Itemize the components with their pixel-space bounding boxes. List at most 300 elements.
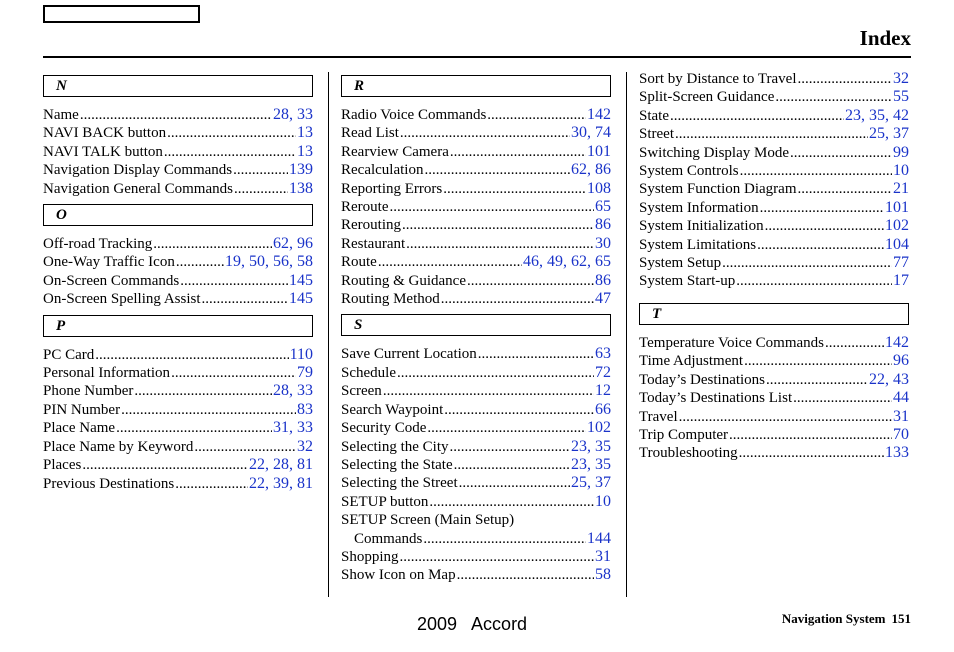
index-entry: [639, 144, 909, 162]
entry-label: Restaurant: [341, 235, 406, 252]
page-link[interactable]: 23: [571, 437, 587, 455]
entry-label: Routing & Guidance: [341, 272, 466, 289]
page-link[interactable]: 70: [893, 425, 909, 443]
entry-label: Radio Voice Commands: [341, 107, 487, 123]
section-header-p: P: [43, 315, 313, 337]
page-link[interactable]: 37: [893, 125, 909, 143]
page-link[interactable]: 21: [893, 180, 909, 198]
entry-label: Switching Display Mode: [639, 144, 789, 161]
index-entry: [639, 272, 909, 290]
leader-dots: [383, 382, 594, 400]
index-entry: [341, 530, 611, 548]
index-entry: [43, 401, 313, 419]
leader-dots: [675, 125, 868, 143]
index-entry: [341, 124, 611, 142]
page-link[interactable]: 102: [885, 217, 909, 235]
page-refs: 25, 37: [869, 125, 909, 143]
page-refs: [289, 180, 313, 198]
page-link[interactable]: 101: [587, 142, 611, 160]
page-link[interactable]: 13: [297, 142, 313, 160]
leader-dots: [423, 530, 586, 548]
page-refs: 46, 49, 62, 65: [523, 253, 611, 271]
page-refs: 22, 43: [869, 370, 909, 388]
entry-label: System Function Diagram: [639, 181, 797, 198]
page-link[interactable]: 32: [297, 437, 313, 455]
page-link[interactable]: 96: [893, 352, 909, 370]
index-entry: [341, 401, 611, 419]
entry-label: One-Way Traffic Icon: [43, 254, 175, 271]
page-link[interactable]: 145: [289, 290, 313, 308]
leader-dots: [406, 235, 594, 253]
entry-label: Routing Method: [341, 291, 440, 308]
page-link[interactable]: 30: [571, 124, 587, 142]
page-refs: 31, 33: [273, 419, 313, 437]
page-link[interactable]: 144: [587, 529, 611, 547]
page-link[interactable]: 42: [893, 106, 909, 124]
index-entry: [341, 345, 611, 363]
entry-label: PC Card: [43, 346, 95, 363]
page-refs: [587, 180, 611, 198]
entry-label: System Setup: [639, 255, 722, 272]
index-entry: [341, 180, 611, 198]
index-entry: [43, 419, 313, 437]
page-refs: [893, 88, 909, 106]
entry-label: Recalculation: [341, 162, 424, 179]
index-entry: [639, 371, 909, 389]
page-link[interactable]: 74: [595, 124, 611, 142]
page-link[interactable]: 25: [869, 125, 885, 143]
entry-label: SETUP Screen (Main Setup): [341, 512, 515, 529]
page-refs: [595, 198, 611, 216]
entry-label: System Start-up: [639, 273, 736, 290]
page-link[interactable]: 62: [571, 161, 587, 179]
leader-dots: [153, 235, 272, 253]
section-header-n: N: [43, 75, 313, 97]
index-entry: [43, 180, 313, 198]
entry-label: Save Current Location: [341, 346, 477, 363]
page-link[interactable]: 30: [595, 234, 611, 252]
page-refs: [893, 352, 909, 370]
entry-label: Today’s Destinations List: [639, 390, 793, 407]
leader-dots: [798, 180, 893, 198]
leader-dots: [766, 371, 868, 389]
page-link[interactable]: 65: [595, 253, 611, 271]
leader-dots: [793, 389, 892, 407]
page-refs: [595, 548, 611, 566]
leader-dots: [760, 199, 884, 217]
page-refs: [595, 401, 611, 419]
index-entry: [639, 199, 909, 217]
entry-label: Read List: [341, 125, 399, 142]
index-entry: [43, 235, 313, 253]
page-refs: [893, 144, 909, 162]
page-link[interactable]: 22: [249, 456, 265, 474]
page-refs: [885, 334, 909, 352]
page-link[interactable]: 28: [273, 382, 289, 400]
entry-label: On-Screen Spelling Assist: [43, 291, 201, 308]
index-entry: [341, 438, 611, 456]
page-link[interactable]: 81: [297, 456, 313, 474]
entry-label: Personal Information: [43, 365, 171, 382]
page-link[interactable]: 33: [297, 106, 313, 123]
index-entry: [341, 253, 611, 271]
page-link[interactable]: 63: [595, 345, 611, 363]
page-refs: [290, 346, 313, 364]
leader-dots: [82, 456, 248, 474]
entry-label: System Controls: [639, 163, 739, 180]
page-link[interactable]: 50: [249, 253, 265, 271]
index-entry: [341, 272, 611, 290]
page-link[interactable]: 31: [273, 419, 289, 437]
page-refs: [595, 345, 611, 363]
index-entry: [341, 364, 611, 382]
entry-label: On-Screen Commands: [43, 272, 180, 289]
entry-label: Show Icon on Map: [341, 567, 456, 584]
index-entry: [639, 180, 909, 198]
entry-label: Troubleshooting: [639, 445, 738, 462]
index-entry: [43, 456, 313, 474]
entry-label: Shopping: [341, 548, 399, 565]
page-refs: [289, 272, 313, 290]
page-link[interactable]: 56: [273, 253, 289, 271]
entry-label: Screen: [341, 383, 382, 400]
page-link[interactable]: 81: [297, 474, 313, 492]
page-refs: [297, 438, 313, 456]
page-link[interactable]: 102: [587, 419, 611, 437]
page-link[interactable]: 86: [595, 271, 611, 289]
page-link[interactable]: 10: [595, 492, 611, 510]
entry-label: Selecting the State: [341, 456, 453, 473]
page-refs: [595, 566, 611, 584]
leader-dots: [121, 401, 296, 419]
leader-dots: [798, 70, 893, 88]
page-link[interactable]: 43: [893, 370, 909, 388]
page-refs: [297, 364, 313, 382]
leader-dots: [670, 107, 844, 125]
page-link[interactable]: 37: [595, 474, 611, 492]
page-link[interactable]: 35: [595, 455, 611, 473]
leader-dots: [176, 253, 224, 271]
page-link[interactable]: 33: [297, 382, 313, 400]
index-entry: [43, 106, 313, 124]
entry-label: Travel: [639, 408, 678, 425]
leader-dots: [443, 180, 586, 198]
index-entry: [43, 346, 313, 364]
page-refs: [587, 106, 611, 124]
entry-label: Place Name: [43, 420, 116, 437]
index-entry: [341, 566, 611, 584]
page-link[interactable]: 28: [273, 456, 289, 474]
page-link[interactable]: 142: [587, 106, 611, 123]
leader-dots: [180, 272, 288, 290]
page-refs: [587, 530, 611, 548]
leader-dots: [757, 236, 884, 254]
entry-label: Route: [341, 254, 377, 271]
entry-label: State: [639, 107, 669, 124]
leader-dots: [233, 161, 288, 179]
page-refs: [893, 272, 909, 290]
page-number: 151: [891, 611, 911, 626]
page-link[interactable]: 72: [595, 363, 611, 381]
entry-label: Name: [43, 107, 79, 123]
entry-label: NAVI TALK button: [43, 143, 163, 160]
index-entry: [341, 290, 611, 308]
page-refs: [893, 408, 909, 426]
page-refs: 19, 50, 56, 58: [225, 253, 313, 271]
page-link[interactable]: 22: [869, 370, 885, 388]
leader-dots: [729, 426, 892, 444]
index-entry: [639, 107, 909, 125]
leader-dots: [402, 216, 594, 234]
leader-dots: [457, 566, 594, 584]
page-link[interactable]: 65: [595, 198, 611, 216]
page-refs: [297, 124, 313, 142]
leader-dots: [202, 290, 289, 308]
page-refs: [885, 444, 909, 462]
page-link[interactable]: 110: [289, 345, 313, 363]
page-refs: [893, 426, 909, 444]
page-link[interactable]: 22: [249, 474, 265, 492]
page-refs: [893, 70, 909, 88]
page-refs: [595, 235, 611, 253]
index-entry: [639, 70, 909, 88]
leader-dots: [427, 419, 586, 437]
page-refs: 22, 28, 81: [249, 456, 313, 474]
model-label: [417, 614, 527, 635]
page-refs: [885, 217, 909, 235]
footer-section: [782, 611, 911, 627]
page-link[interactable]: 31: [893, 407, 909, 425]
leader-dots: [478, 345, 594, 363]
page-link[interactable]: 28: [273, 106, 289, 123]
index-entry: [639, 408, 909, 426]
leader-dots: [194, 438, 296, 456]
entry-label: Street: [639, 126, 674, 143]
page-link[interactable]: 39: [273, 474, 289, 492]
page-link[interactable]: 104: [885, 235, 909, 253]
leader-dots: [679, 408, 892, 426]
leader-dots: [424, 161, 570, 179]
page-link[interactable]: 79: [297, 364, 313, 382]
page-link[interactable]: 49: [547, 253, 563, 271]
page-link[interactable]: 35: [869, 106, 885, 124]
page-link[interactable]: 142: [885, 333, 909, 351]
leader-dots: [739, 444, 884, 462]
page-refs: [893, 180, 909, 198]
index-entry: [43, 290, 313, 308]
page-link[interactable]: 46: [523, 253, 539, 271]
leader-dots: [400, 548, 594, 566]
entry-label: Split-Screen Guidance: [639, 89, 775, 106]
page-link[interactable]: 138: [289, 179, 313, 197]
leader-dots: [444, 401, 594, 419]
entry-label: System Information: [639, 199, 759, 216]
column-divider: [328, 72, 329, 597]
page-refs: 23, 35: [571, 455, 611, 473]
page-link[interactable]: 25: [571, 474, 587, 492]
entry-label: Time Adjustment: [639, 353, 744, 370]
page-refs: [297, 143, 313, 161]
page-link[interactable]: 13: [297, 124, 313, 142]
page-refs: [587, 143, 611, 161]
page-link[interactable]: 58: [297, 253, 313, 271]
index-entry: [639, 217, 909, 235]
page-link[interactable]: 139: [289, 161, 313, 179]
index-entry: [341, 511, 611, 529]
index-entry: [341, 493, 611, 511]
page-refs: 25, 37: [571, 474, 611, 492]
entry-label: System Initialization: [639, 218, 764, 235]
entry-label: Rerouting: [341, 217, 401, 234]
index-entry: [341, 216, 611, 234]
index-entry: [341, 198, 611, 216]
index-entry: [341, 143, 611, 161]
leader-dots: [775, 88, 892, 106]
entry-label: Previous Destinations: [43, 475, 175, 492]
page-link[interactable]: 77: [893, 254, 909, 272]
leader-dots: [740, 162, 892, 180]
page-link[interactable]: 12: [595, 382, 611, 400]
leader-dots: [134, 382, 272, 400]
page-link[interactable]: 44: [893, 389, 909, 407]
page-link[interactable]: 32: [893, 70, 909, 87]
section-header-o: O: [43, 204, 313, 226]
page-refs: [595, 272, 611, 290]
leader-dots: [175, 475, 248, 493]
index-entry: [639, 389, 909, 407]
leader-dots: [171, 364, 296, 382]
page-link[interactable]: 96: [297, 235, 313, 253]
index-column-2: [341, 70, 611, 585]
entry-label: PIN Number: [43, 401, 121, 418]
leader-dots: [397, 364, 594, 382]
entry-label: Temperature Voice Commands: [639, 334, 825, 351]
page-refs: 62, 86: [571, 161, 611, 179]
entry-label: Rearview Camera: [341, 143, 449, 160]
page-link[interactable]: 35: [595, 437, 611, 455]
index-entry: [43, 382, 313, 400]
index-entry: [639, 236, 909, 254]
leader-dots: [467, 272, 594, 290]
section-name: Navigation System: [781, 611, 886, 626]
page-link[interactable]: 62: [273, 235, 289, 253]
index-entry: [341, 548, 611, 566]
page-refs: [595, 493, 611, 511]
leader-dots: [722, 254, 892, 272]
entry-label: Trip Computer: [639, 426, 729, 443]
page-link[interactable]: 66: [595, 400, 611, 418]
entry-label: NAVI BACK button: [43, 125, 167, 142]
leader-dots: [429, 493, 594, 511]
index-entry: [639, 125, 909, 143]
page-refs: [893, 389, 909, 407]
page-link[interactable]: 23: [571, 455, 587, 473]
page-refs: 30, 74: [571, 124, 611, 142]
page-link[interactable]: 101: [885, 198, 909, 216]
index-entry: [639, 352, 909, 370]
index-entry: [639, 88, 909, 106]
leader-dots: [454, 456, 570, 474]
page-link[interactable]: 58: [595, 566, 611, 584]
index-entry: [639, 444, 909, 462]
page-link[interactable]: 108: [587, 179, 611, 197]
leader-dots: [116, 419, 272, 437]
leader-dots: [450, 143, 586, 161]
index-column-3: [639, 70, 909, 463]
page-link[interactable]: 31: [595, 547, 611, 565]
index-entry: [341, 161, 611, 179]
page-link[interactable]: 55: [893, 88, 909, 106]
leader-dots: [765, 217, 884, 235]
page-link[interactable]: 17: [893, 272, 909, 290]
page-link[interactable]: 99: [893, 143, 909, 161]
leader-dots: [95, 346, 288, 364]
leader-dots: [389, 198, 594, 216]
leader-dots: [234, 180, 288, 198]
page-link[interactable]: 10: [893, 162, 909, 180]
index-entry: [639, 334, 909, 352]
entry-label: Selecting the City: [341, 438, 449, 455]
page-title: Index: [859, 26, 911, 50]
entry-label: Sort by Distance to Travel: [639, 71, 797, 87]
entry-label: Commands: [354, 530, 423, 547]
leader-dots: [400, 124, 570, 142]
page-link[interactable]: 62: [571, 253, 587, 271]
page-link[interactable]: 86: [595, 161, 611, 179]
page-refs: [587, 419, 611, 437]
index-entry: [43, 475, 313, 493]
leader-dots: [459, 474, 570, 492]
title-divider: [43, 56, 911, 58]
page-refs: 28, 33: [273, 106, 313, 123]
page-link[interactable]: 33: [297, 419, 313, 437]
leader-dots: [80, 106, 272, 124]
index-entry: [639, 162, 909, 180]
entry-label: Reroute: [341, 199, 389, 216]
leader-dots: [825, 334, 884, 352]
entry-label: Off-road Tracking: [43, 236, 153, 253]
entry-label: Navigation Display Commands: [43, 162, 233, 179]
page-link[interactable]: 23: [845, 106, 861, 124]
model-name: Accord: [471, 614, 528, 634]
page-refs: [893, 162, 909, 180]
page-link[interactable]: 145: [289, 271, 313, 289]
page-link[interactable]: 86: [595, 216, 611, 234]
page-link[interactable]: 133: [885, 444, 909, 462]
model-year: 2009: [417, 614, 458, 634]
entry-label: Search Waypoint: [341, 401, 444, 418]
entry-label: Schedule: [341, 364, 396, 381]
entry-label: SETUP button: [341, 493, 429, 510]
index-entry: [43, 253, 313, 271]
leader-dots: [487, 106, 586, 124]
page-link[interactable]: 47: [595, 290, 611, 308]
page-link[interactable]: 83: [297, 400, 313, 418]
page-refs: 62, 96: [273, 235, 313, 253]
index-entry: [341, 382, 611, 400]
column-divider: [626, 72, 627, 597]
index-entry: [43, 124, 313, 142]
page-refs: [885, 236, 909, 254]
entry-label: Security Code: [341, 420, 427, 437]
page-refs: [289, 290, 313, 308]
entry-label: Selecting the Street: [341, 475, 458, 492]
entry-label: Today’s Destinations: [639, 371, 766, 388]
page-refs: [885, 199, 909, 217]
leader-dots: [736, 272, 892, 290]
page-link[interactable]: 19: [225, 253, 241, 271]
page-refs: 22, 39, 81: [249, 474, 313, 492]
